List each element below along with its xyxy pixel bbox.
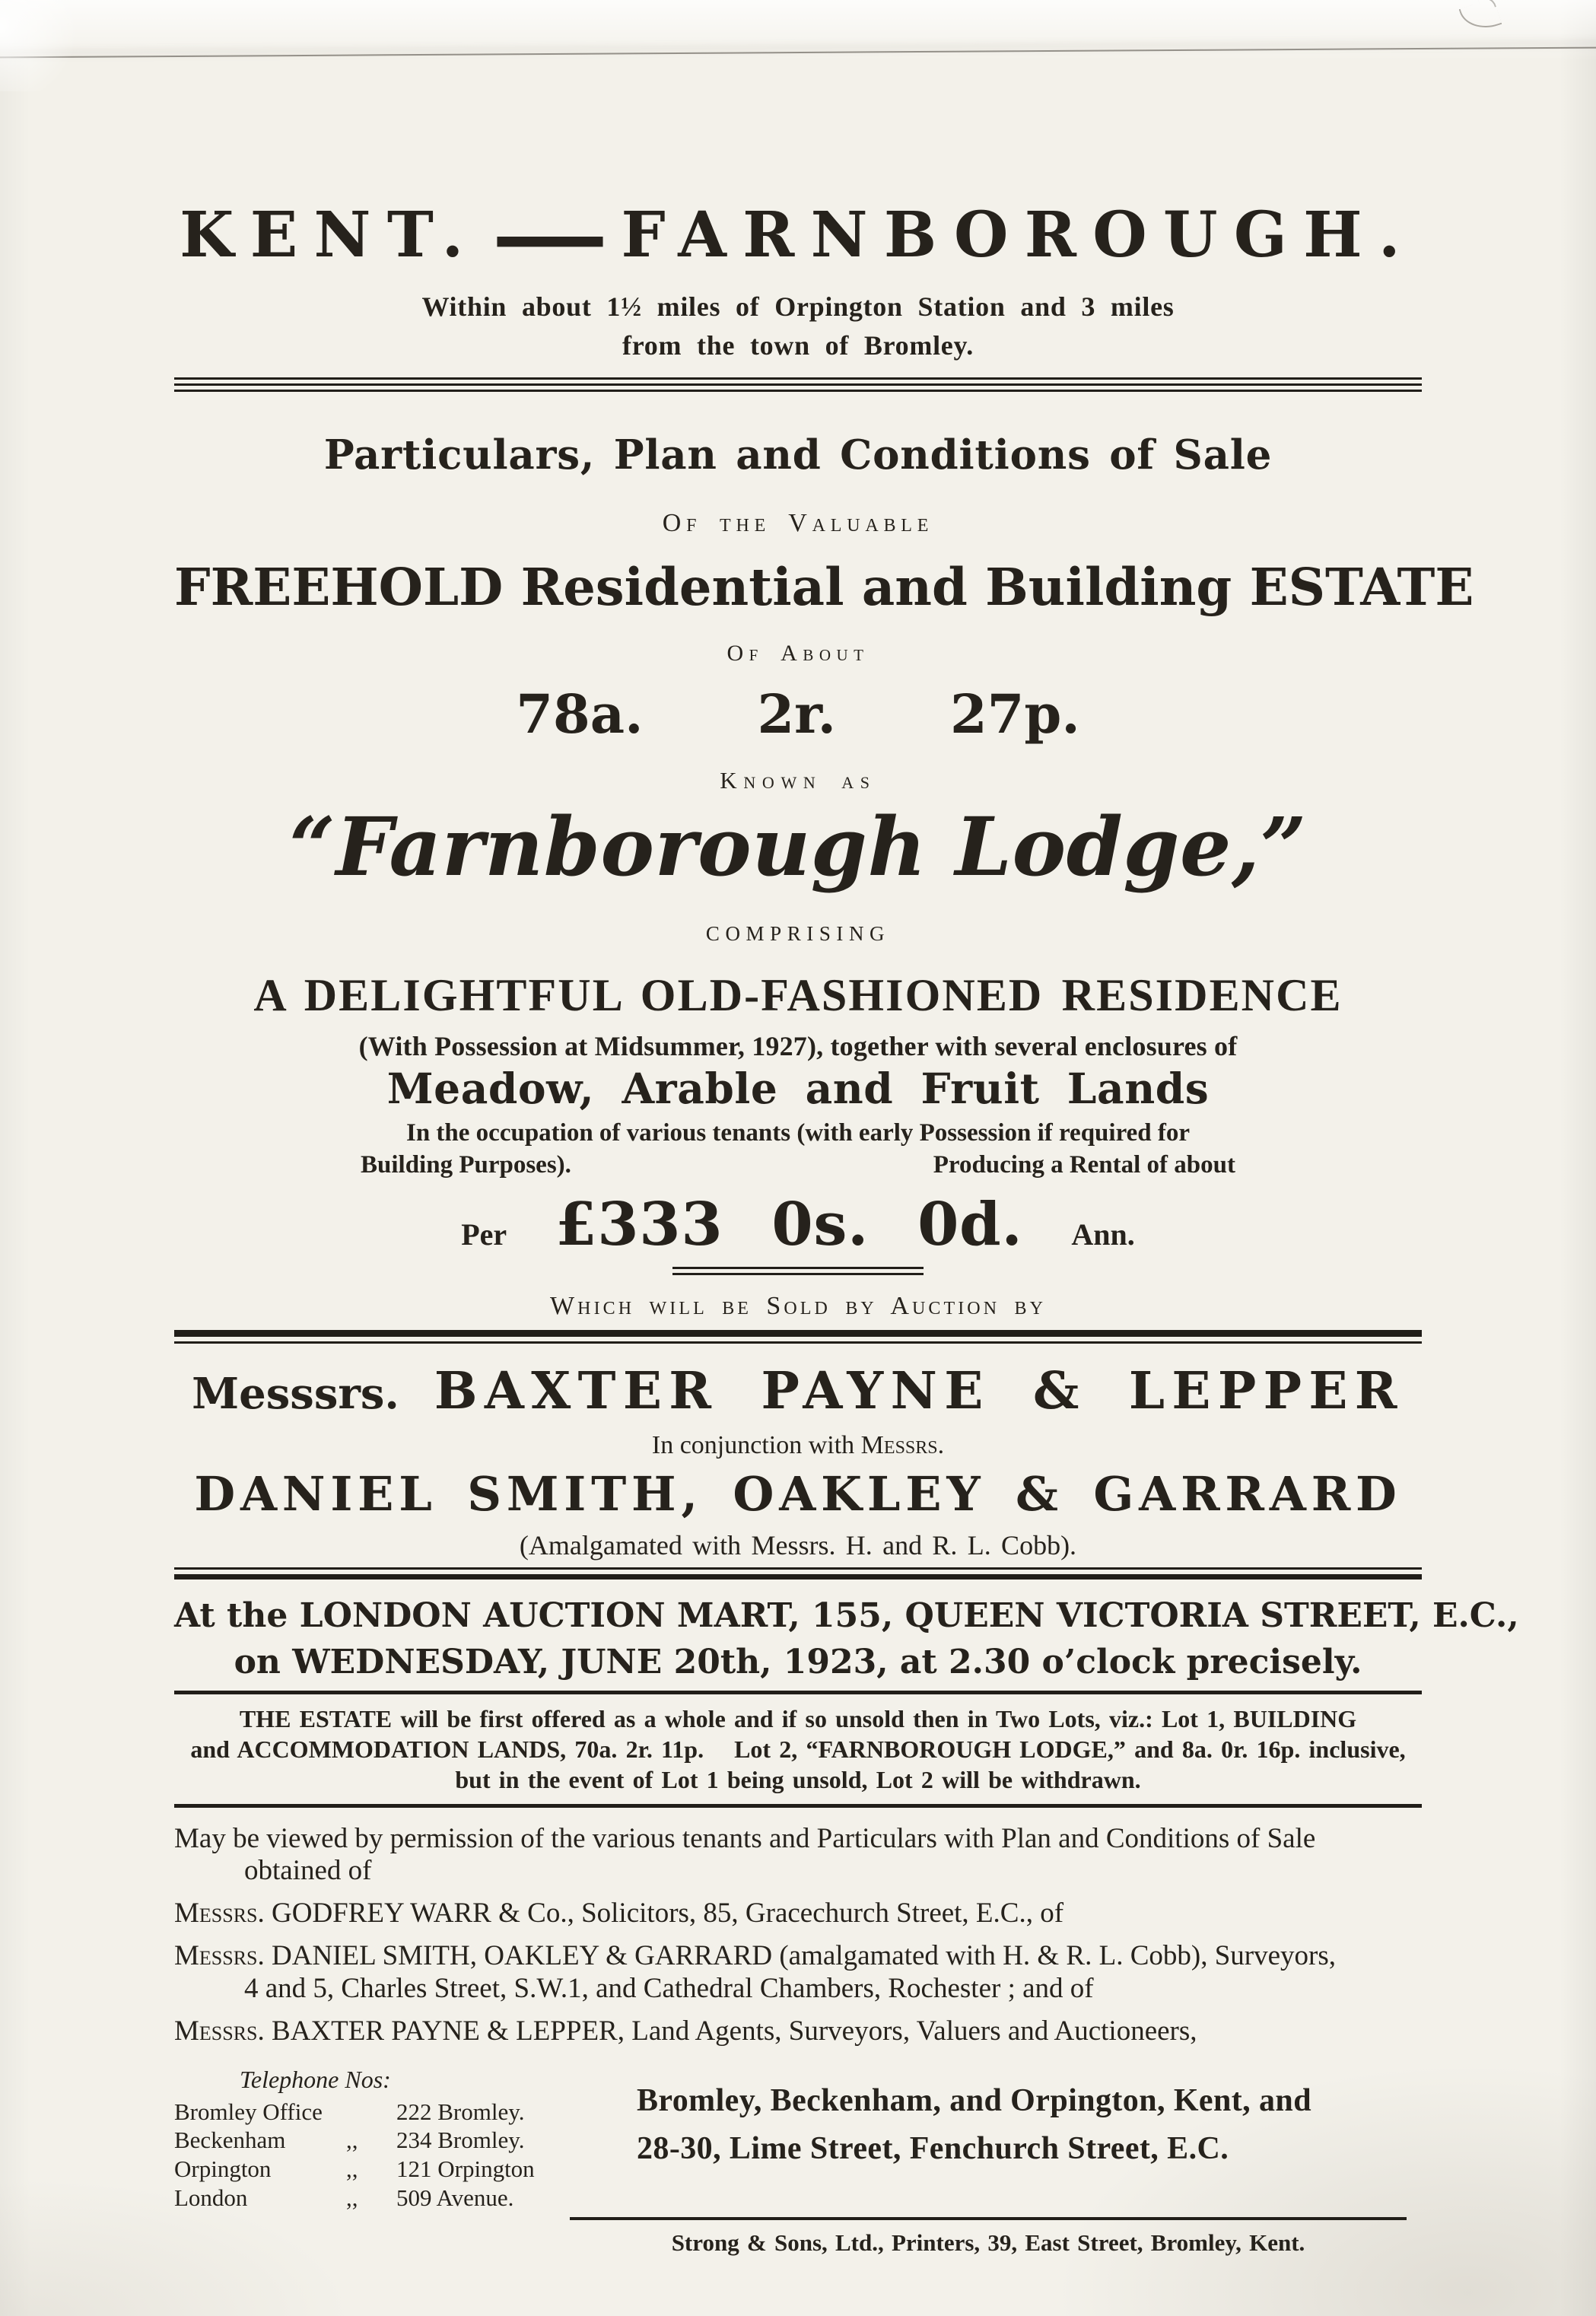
firm-offices-block — [637, 2065, 1311, 2213]
firm1-prefix: Messsrs. — [192, 1368, 399, 1419]
occupation-line2-left: Building Purposes). — [361, 1150, 571, 1179]
contact-surveyors — [174, 1939, 1422, 2006]
contact1-text: GODFREY WARR & Co., Solicitors, 85, Gracechurch Street, E.C., of — [272, 1897, 1064, 1929]
lots-paragraph — [174, 1704, 1422, 1795]
single-rule-divider-2 — [174, 1804, 1422, 1808]
rental-pence: 0d. — [917, 1189, 1023, 1259]
telephone-row: Bromley Office 222 Bromley. — [174, 2098, 525, 2125]
perches-value: 27p. — [949, 682, 1080, 746]
of-about-label: Of About — [726, 640, 870, 666]
conjunction-text: In conjunction with — [651, 1430, 855, 1459]
light-heavy-rule-divider — [174, 1567, 1422, 1580]
known-as-label: Known as — [720, 766, 876, 794]
contact-land-agents — [174, 2015, 1422, 2048]
telephone-row: Orpington ,, 121 Orpington — [174, 2155, 535, 2183]
contact2-prefix: Messrs. — [174, 1939, 265, 1971]
county-town-heading — [174, 183, 1422, 287]
triple-rule-divider — [174, 377, 1422, 392]
offices-line1: Bromley, Beckenham, and Orpington, Kent, and — [637, 2082, 1311, 2118]
occupation-paragraph — [361, 1118, 1235, 1181]
contact3-text: BAXTER PAYNE & LEPPER, Land Agents, Surveyors, Valuers and Auctioneers, — [272, 2015, 1197, 2047]
telephone-row: Beckenham ,, 234 Bromley. — [174, 2127, 525, 2154]
viewing-line1: May be viewed by permission of the various tenants and Particulars with Plan and Conditions of Sale — [174, 1822, 1316, 1854]
acreage-figures — [174, 682, 1422, 746]
distance-subtitle-line2: from the town of Bromley. — [622, 330, 974, 361]
telephone-heading: Telephone Nos: — [240, 2065, 391, 2093]
heavy-light-rule-divider — [174, 1330, 1422, 1344]
contact1-prefix: Messrs. — [174, 1897, 265, 1929]
viewing-line2: obtained of — [244, 1855, 372, 1887]
rental-line — [174, 1190, 1422, 1259]
conjunction-line — [174, 1431, 1422, 1460]
rental-amount: £333 — [555, 1189, 723, 1259]
of-the-valuable-label: Of the Valuable — [662, 509, 934, 538]
acres-value: 78a. — [516, 682, 644, 746]
property-name-title: “Farnborough Lodge,” — [289, 798, 1307, 894]
printer-rule-divider — [570, 2217, 1407, 2220]
town-label: FARNBOROUGH. — [621, 199, 1416, 272]
contact3-prefix: Messrs. — [174, 2015, 265, 2047]
lots-line2: and ACCOMMODATION LANDS, 70a. 2r. 11p. Lot 2, “FARNBOROUGH LODGE,” and 8a. 0r. 16p. inclusive, — [190, 1735, 1406, 1763]
occupation-line1: In the occupation of various tenants (with early Possession if required for — [405, 1119, 1191, 1147]
printer-credit-line: Strong & Sons, Ltd., Printers, 39, East Street, Bromley, Kent. — [671, 2229, 1305, 2256]
firm1-name: BAXTER PAYNE & LEPPER — [434, 1360, 1404, 1420]
lands-heading: Meadow, Arable and Fruit Lands — [386, 1064, 1210, 1114]
rental-shillings: 0s. — [771, 1189, 870, 1259]
contact2-text-continued: 4 and 5, Charles Street, S.W.1, and Cathedral Chambers, Rochester ; and of — [244, 1973, 1094, 2005]
venue-line1: At the LONDON AUCTION MART, 155, QUEEN VICTORIA STREET, E.C., — [174, 1595, 1519, 1635]
rental-ann-label: Ann. — [1071, 1217, 1135, 1252]
sold-by-auction-line: Which will be Sold by Auction by — [550, 1291, 1046, 1320]
auctioneer-firm1-line — [174, 1360, 1422, 1420]
distance-subtitle — [174, 288, 1422, 365]
viewing-paragraph — [174, 1823, 1422, 1888]
possession-line: (With Possession at Midsummer, 1927), together with several enclosures of — [358, 1031, 1238, 1062]
scan-corner-smudge — [0, 0, 91, 91]
rental-per-label: Per — [461, 1217, 507, 1252]
particulars-heading: Particulars, Plan and Conditions of Sale — [323, 431, 1273, 479]
amalgamated-note: (Amalgamated with Messrs. H. and R. L. Cobb). — [519, 1529, 1077, 1560]
contact2-text: DANIEL SMITH, OAKLEY & GARRARD (amalgamated with H. & R. L. Cobb), Surveyors, — [272, 1939, 1337, 1971]
telephone-numbers-block — [174, 2065, 539, 2213]
comprising-label: COMPRISING — [705, 922, 891, 946]
short-double-rule-divider — [174, 1267, 1422, 1275]
county-label: KENT. — [180, 199, 480, 272]
auctioneer-firm2-name: DANIEL SMITH, OAKLEY & GARRARD — [194, 1465, 1402, 1522]
occupation-line2-right: Producing a Rental of about — [933, 1150, 1235, 1179]
pencil-mark-artifact — [1459, 0, 1502, 36]
conjunction-messrs: Messrs. — [860, 1430, 945, 1459]
offices-line2: 28-30, Lime Street, Fenchurch Street, E.C. — [637, 2130, 1229, 2166]
freehold-estate-heading: FREEHOLD Residential and Building ESTATE — [174, 557, 1474, 618]
single-rule-divider-1 — [174, 1691, 1422, 1694]
heading-dash: — — [491, 183, 610, 287]
roods-value: 2r. — [757, 682, 836, 746]
residence-heading: A DELIGHTFUL OLD-FASHIONED RESIDENCE — [253, 970, 1343, 1021]
lots-line1: THE ESTATE will be first offered as a whole and if so unsold then in Two Lots, viz.: Lot 1, BUILDING — [239, 1704, 1357, 1732]
document-body — [174, 0, 1519, 2257]
distance-subtitle-line1: Within about 1½ miles of Orpington Station and 3 miles — [421, 291, 1175, 322]
venue-line2: on WEDNESDAY, JUNE 20th, 1923, at 2.30 o’clock precisely. — [234, 1642, 1362, 1681]
bottom-section — [174, 2065, 1422, 2213]
contact-solicitors — [174, 1897, 1422, 1930]
telephone-row: London ,, 509 Avenue. — [174, 2184, 514, 2211]
lots-line3: but in the event of Lot 1 being unsold, Lot 2 will be withdrawn. — [455, 1765, 1141, 1793]
